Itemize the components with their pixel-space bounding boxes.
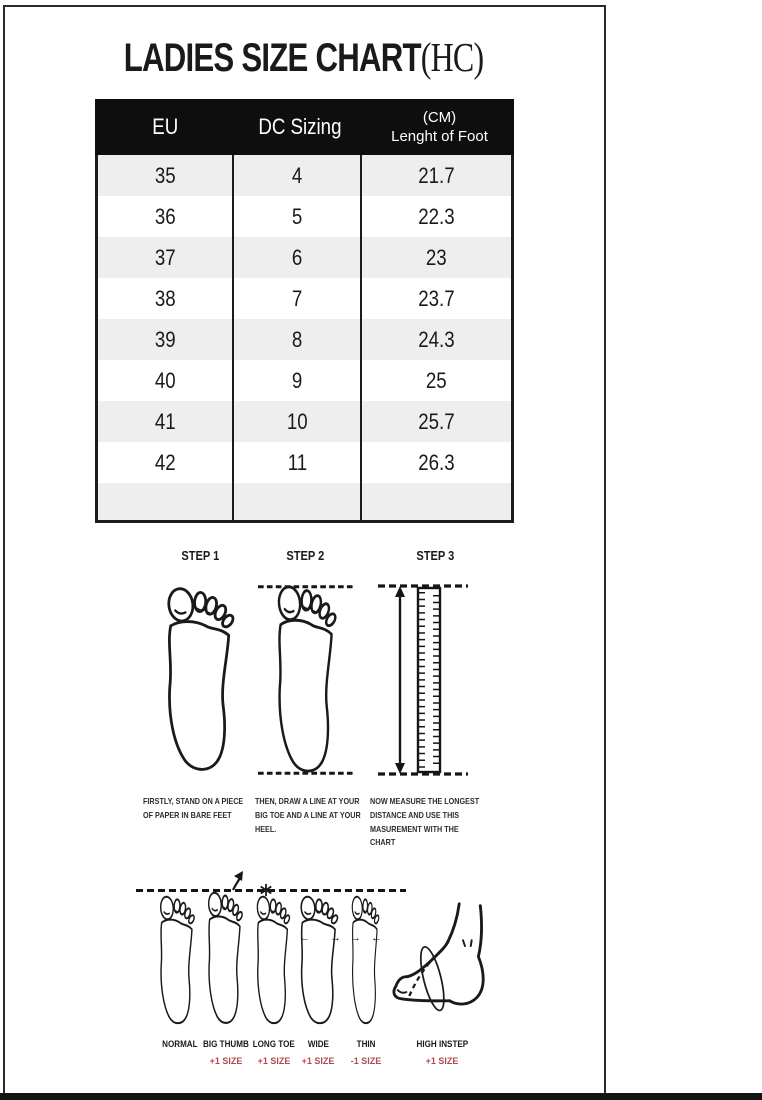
foot-type-label-long-toe: LONG TOE	[252, 1039, 296, 1050]
cm-cell: 26.3	[418, 449, 455, 475]
step-3-description: NOW MEASURE THE LONGEST DISTANCE AND USE THIS MASUREMENT WITH THE CHART	[370, 796, 480, 848]
step-2-title: STEP 2	[286, 548, 324, 563]
thin-left-arrow-icon: →	[350, 932, 361, 944]
foot-type-label-thin: THIN	[356, 1039, 376, 1050]
size-note-wide: +1 SIZE	[301, 1056, 335, 1066]
dc-cell: 4	[234, 155, 362, 196]
thin-right-arrow-icon: ←	[371, 932, 382, 944]
table-row	[98, 155, 511, 196]
dc-cell: 9	[234, 360, 362, 401]
size-table-header	[95, 99, 514, 155]
dc-cell: 6	[234, 237, 362, 278]
header-eu: EU	[152, 114, 178, 139]
thin-foot-illustration	[347, 892, 385, 1032]
cm-cell: 25.7	[418, 408, 455, 434]
wide-right-arrow-icon: →	[330, 932, 341, 944]
table-row	[98, 442, 511, 483]
dc-cell: 11	[234, 442, 362, 483]
eu-cell: 40	[98, 360, 234, 401]
eu-cell: 42	[98, 442, 234, 483]
dc-cell: 7	[234, 278, 362, 319]
cm-cell: 22.3	[418, 203, 455, 229]
table-row	[98, 196, 511, 237]
table-row	[98, 360, 511, 401]
empty-table-row	[98, 483, 511, 520]
wide-left-arrow-icon: ←	[299, 932, 310, 944]
step3-ruler-illustration	[378, 578, 468, 782]
header-dc-sizing: DC Sizing	[258, 114, 342, 139]
table-row	[98, 278, 511, 319]
step-2-description: THEN, DRAW A LINE AT YOUR BIG TOE AND A LINE AT YOUR HEEL.	[255, 796, 361, 834]
size-note-long-toe: +1 SIZE	[257, 1056, 291, 1066]
size-note-high-instep: +1 SIZE	[425, 1056, 459, 1066]
long-toe-foot-illustration	[251, 892, 297, 1032]
cm-cell: 21.7	[418, 162, 455, 188]
normal-foot-illustration	[154, 892, 202, 1032]
step-1-title: STEP 1	[181, 548, 219, 563]
dc-cell: 5	[234, 196, 362, 237]
eu-cell: 36	[98, 196, 234, 237]
page-title-main: LADIES SIZE CHART	[123, 36, 421, 80]
high-instep-illustration	[392, 902, 488, 1016]
eu-cell: 39	[98, 319, 234, 360]
size-table	[95, 99, 514, 523]
foot-type-label-high-instep: HIGH INSTEP	[416, 1039, 468, 1050]
dc-cell: 8	[234, 319, 362, 360]
step1-foot-illustration	[156, 582, 248, 782]
big-thumb-foot-illustration	[202, 888, 250, 1032]
size-note-big-thumb: +1 SIZE	[209, 1056, 243, 1066]
bottom-edge-bar	[0, 1093, 762, 1100]
cm-cell: 23.7	[418, 285, 455, 311]
foot-type-label-big-thumb: BIG THUMB	[203, 1039, 249, 1050]
header-cm-length: (CM) Lenght of Foot	[391, 108, 488, 145]
table-row	[98, 401, 511, 442]
foot-type-label-normal: NORMAL	[162, 1039, 198, 1050]
dc-cell: 10	[234, 401, 362, 442]
foot-type-label-wide: WIDE	[307, 1039, 329, 1050]
cm-cell: 25	[426, 367, 447, 393]
step-3-title: STEP 3	[416, 548, 454, 563]
cm-cell: 24.3	[418, 326, 455, 352]
step2-foot-illustration	[258, 578, 355, 782]
eu-cell: 41	[98, 401, 234, 442]
page-title-suffix: (HC)	[420, 34, 484, 80]
eu-cell: 38	[98, 278, 234, 319]
step-1-description: FIRSTLY, STAND ON A PIECE OF PAPER IN BARE FEET	[143, 796, 244, 820]
size-note-thin: -1 SIZE	[350, 1056, 382, 1066]
table-row	[98, 319, 511, 360]
cm-cell: 23	[426, 244, 447, 270]
table-row	[98, 237, 511, 278]
eu-cell: 37	[98, 237, 234, 278]
wide-foot-illustration	[294, 892, 346, 1032]
page-title	[3, 33, 604, 81]
eu-cell: 35	[98, 155, 234, 196]
